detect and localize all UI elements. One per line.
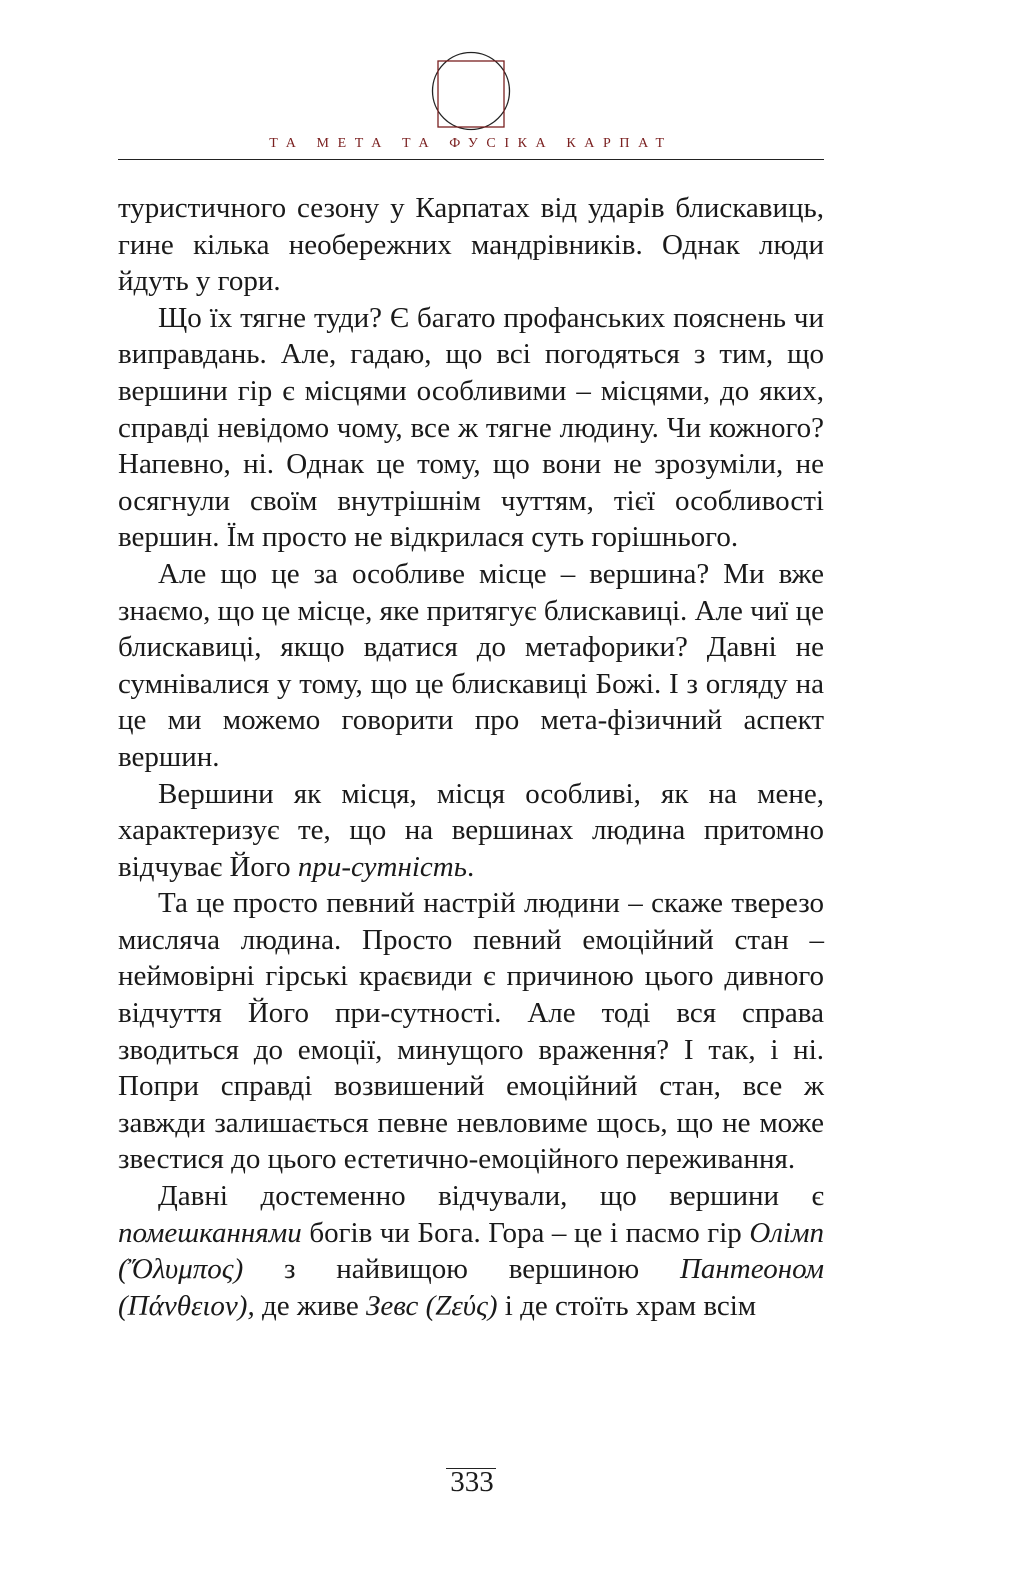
paragraph-text: . [466,850,475,883]
emphasis: при-сутність [297,850,467,883]
circle-square-emblem-icon [431,51,511,131]
paragraph [118,776,824,886]
paragraph-text: з найвищою вершиною [243,1253,680,1286]
emphasis: Зевс (Ζεύς) [366,1289,498,1322]
body-text [118,190,824,1324]
paragraph-text: богів чи Бога. Гора – це і пасмо гір [301,1216,750,1249]
running-head: ТА МЕТА ТА ФУСІКА КАРПАТ [269,136,673,151]
emphasis: Олімп (Ὄλυμπος) [118,1216,824,1286]
emphasis: помешканнями [118,1216,302,1249]
page-number: 333 [450,1466,494,1498]
paragraph: Але що це за особливе місце – вершина? Ми вже знаємо, що це місце, яке притягує блискавиці. Але чиї це блискавиці, якщо вдатися до метафорики? Давні не сумнівалися у тому, що це блискавиці Божі. І з огляду на це ми можемо говорити про мета-фізичний аспект вершин. [118,557,824,773]
emphasis: Пантеоном (Πάνθειον), [118,1253,824,1322]
header-rule [118,159,824,160]
paragraph-text: де живе [254,1289,367,1322]
paragraph-text: Вершини як місця, місця особливі, як на мене, характеризує те, що на вершинах людина притомно відчуває Його [118,777,824,883]
paragraph-text: і де стоїть храм всім [497,1289,757,1322]
paragraph: Що їх тягне туди? Є багато профанських пояснень чи виправдань. Але, гадаю, що всі погодяться з тим, що вершини гір є місцями особливими – місцями, до яких, справді невідомо чому, все ж тягне людину. Чи кожного? Напевно, ні. Однак це тому, що вони не зрозуміли, не осягнули своїм внутрішнім чуттям, тієї особливості вершин. Їм просто не відкрилася суть горішнього. [118,301,824,554]
paragraph [118,1178,824,1324]
paragraph-text: Давні достеменно відчували, що вершини є [158,1180,824,1213]
paragraph: туристичного сезону у Карпатах від ударів блискавиць, гине кілька необережних мандрівників. Однак люди йдуть у гори. [118,192,824,298]
paragraph: Та це просто певний настрій людини – скаже тверезо мисляча людина. Просто певний емоційний стан – неймовірні гірські краєвиди є причиною цього дивного відчуття Його при-сутності. Але тоді вся справа зводиться до емоції, минущого враження? І так, і ні. Попри справді возвишений емоційний стан, все ж завжди залишається певне невловиме щось, що не може звестися до цього естетично-емоційного переживання. [118,887,824,1176]
